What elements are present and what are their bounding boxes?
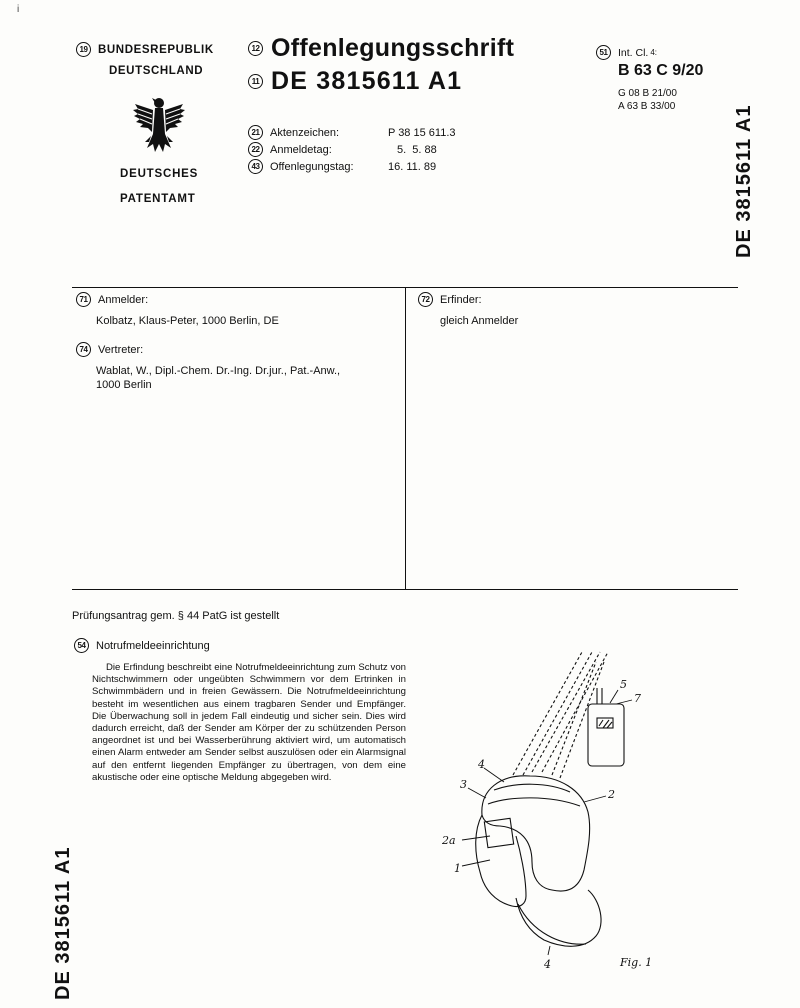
ipc-secondary-item: G 08 B 21/00: [618, 88, 677, 99]
publication-number-row: [248, 67, 462, 96]
document-type-row: [248, 34, 514, 63]
figure-ref: 4: [478, 758, 485, 771]
country-line1: BUNDESREPUBLIK: [98, 43, 214, 56]
ipc-header: [596, 45, 657, 60]
inventor-value: gleich Anmelder: [440, 315, 519, 327]
inid-code: 22: [248, 142, 263, 157]
figure-ref: 5: [620, 678, 627, 691]
inventor-heading: [418, 292, 482, 307]
inid-code-title: 54: [74, 638, 89, 653]
inventor-label: Erfinder:: [440, 293, 482, 306]
abstract-text: Die Erfindung beschreibt eine Notrufmeldeeinrichtung zum Schutz von Nichtschwimmern oder ungeübten Schwimmern vor dem Ertrinken in Schwimmbädern und in freien Gewässern. Die Notrufmeldeeinrichtung besteht im wesentlichen aus einem tragbaren Sender und Empfänger. Die Überwachung soll in jedem Fall eindeutig und sicher sein. Dies wird dadurch erreicht, daß der Sender am Körper der zu schützenden Person angeordnet ist und bei Wasserberührung aktiviert wird, um automatisch einen Alarm entweder am Sender selbst auszulösen oder ein Alarmsignal auf den entfernt liegenden Empfänger zu übertragen, von dem eine akustische oder eine optische Meldung abgegeben wird.: [92, 662, 406, 783]
side-number-bottom: DE 3815611 A1: [52, 846, 74, 1000]
figure-1-drawing: [420, 640, 740, 995]
inid-code-doc-type: 12: [248, 41, 263, 56]
examination-note: Prüfungsantrag gem. § 44 PatG ist gestellt: [72, 610, 280, 622]
inid-code: 43: [248, 159, 263, 174]
office-line2: PATENTAMT: [120, 193, 196, 205]
ipc-edition: 4:: [650, 48, 658, 57]
inid-code-country: 19: [76, 42, 91, 57]
country-line2: DEUTSCHLAND: [109, 65, 204, 77]
figure-ref: 2a: [442, 834, 456, 847]
figure-ref: 4: [544, 958, 551, 971]
country-block: [76, 42, 214, 77]
applicant-label: Anmelder:: [98, 293, 149, 306]
document-type: Offenlegungsschrift: [271, 34, 515, 62]
filing-row: [248, 141, 456, 158]
representative-label: Vertreter:: [98, 343, 144, 356]
filing-value: 16. 11. 89: [388, 160, 437, 173]
filing-label: Aktenzeichen:: [270, 126, 340, 139]
invention-title: Notrufmeldeeinrichtung: [96, 639, 210, 652]
ipc-main-class: B 63 C 9/20: [618, 62, 704, 79]
title-row: [74, 638, 210, 653]
figure-ref: 1: [454, 862, 461, 875]
filing-row: [248, 158, 456, 175]
applicant-heading: [76, 292, 148, 307]
figure-caption: Fig. 1: [620, 956, 653, 969]
divider: [405, 287, 406, 589]
filing-data: [248, 124, 456, 175]
filing-label: Anmeldetag:: [270, 143, 332, 156]
inid-code-applicant: 71: [76, 292, 91, 307]
ipc-secondary-item: A 63 B 33/00: [618, 101, 676, 112]
representative-heading: [76, 342, 143, 357]
side-number-top: DE 3815611 A1: [733, 104, 755, 258]
margin-mark: i: [17, 4, 20, 15]
filing-value: 5. 5. 88: [397, 143, 437, 156]
applicant-value: Kolbatz, Klaus-Peter, 1000 Berlin, DE: [96, 315, 279, 327]
inid-code-inventor: 72: [418, 292, 433, 307]
inid-code: 21: [248, 125, 263, 140]
inid-code-representative: 74: [76, 342, 91, 357]
ipc-label: Int. Cl.: [618, 46, 649, 59]
office-line1: DEUTSCHES: [120, 168, 199, 180]
representative-line2: 1000 Berlin: [96, 379, 152, 391]
filing-label: Offenlegungstag:: [270, 160, 354, 173]
publication-number: DE 3815611 A1: [271, 67, 463, 95]
divider: [72, 589, 738, 590]
inid-code-ipc: 51: [596, 45, 611, 60]
figure-ref: 2: [608, 788, 615, 801]
ipc-secondary-list: [618, 87, 677, 113]
figure-ref: 3: [460, 778, 467, 791]
filing-row: [248, 124, 456, 141]
figure-ref: 7: [634, 692, 641, 705]
federal-eagle-icon: [131, 94, 187, 156]
representative-line1: Wablat, W., Dipl.-Chem. Dr.-Ing. Dr.jur., Pat.-Anw.,: [96, 365, 341, 377]
inid-code-pub-number: 11: [248, 74, 263, 89]
filing-value: P 38 15 611.3: [388, 126, 456, 139]
